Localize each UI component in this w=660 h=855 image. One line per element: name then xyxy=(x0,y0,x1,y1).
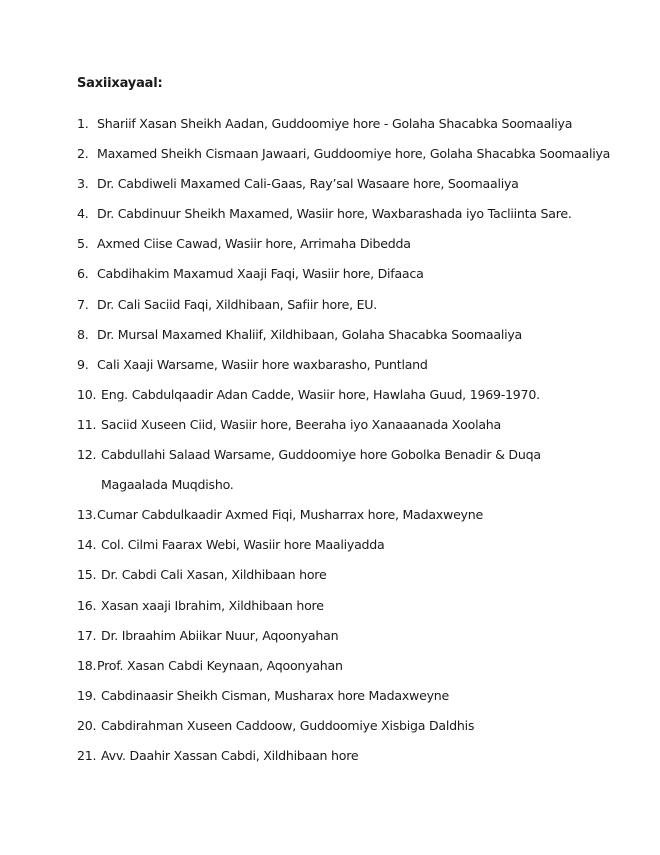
item-number: 14. xyxy=(77,537,97,553)
item-text: Saciid Xuseen Ciid, Wasiir hore, Beeraha iyo Xanaaanada Xoolaha xyxy=(101,416,502,432)
item-text: Dr. Mursal Maxamed Khaliif, Xildhibaan, Golaha Shacabka Soomaaliya xyxy=(97,326,522,342)
list-item xyxy=(77,747,359,777)
item-number: 5. xyxy=(77,236,89,252)
item-text: Cabdullahi Salaad Warsame, Guddoomiye hore Gobolka Benadir & Duqa Magaalada Muqdisho. xyxy=(101,447,541,493)
list-item xyxy=(77,446,541,506)
item-number: 7. xyxy=(77,296,89,312)
item-text: Cali Xaaji Warsame, Wasiir hore waxbarasho, Puntland xyxy=(97,356,428,372)
item-text: Xasan xaaji Ibrahim, Xildhibaan hore xyxy=(101,597,324,613)
item-number: 12. xyxy=(77,447,97,463)
list-item xyxy=(77,566,327,596)
list-item xyxy=(77,506,483,536)
item-number: 11. xyxy=(77,416,97,432)
item-text: Cabdinaasir Sheikh Cisman, Musharax hore Madaxweyne xyxy=(101,687,450,703)
item-text: Avv. Daahir Xassan Cabdi, Xildhibaan hore xyxy=(101,747,359,763)
item-number: 16. xyxy=(77,597,97,613)
item-number: 13. xyxy=(77,507,97,523)
item-number: 19. xyxy=(77,687,97,703)
item-number: 8. xyxy=(77,326,89,342)
item-text: Cumar Cabdulkaadir Axmed Fiqi, Musharrax hore, Madaxweyne xyxy=(97,507,483,523)
list-item xyxy=(77,717,475,747)
item-number: 6. xyxy=(77,266,89,282)
list-item xyxy=(77,205,572,235)
item-number: 2. xyxy=(77,146,89,162)
list-item xyxy=(77,296,378,326)
item-text: Dr. Cabdinuur Sheikh Maxamed, Wasiir hore, Waxbarashada iyo Tacliinta Sare. xyxy=(97,206,572,222)
item-text: Cabdihakim Maxamud Xaaji Faqi, Wasiir hore, Difaaca xyxy=(97,266,424,282)
item-number: 21. xyxy=(77,747,97,763)
list-item xyxy=(77,265,424,295)
item-text: Eng. Cabdulqaadir Adan Cadde, Wasiir hore, Hawlaha Guud, 1969-1970. xyxy=(101,386,540,402)
list-item xyxy=(77,687,450,717)
list-item xyxy=(77,416,502,446)
item-number: 4. xyxy=(77,206,89,222)
item-text: Dr. Cabdiweli Maxamed Cali-Gaas, Ray’sal Wasaare hore, Soomaaliya xyxy=(97,176,519,192)
item-text: Dr. Cabdi Cali Xasan, Xildhibaan hore xyxy=(101,567,327,583)
list-item xyxy=(77,386,540,416)
item-number: 17. xyxy=(77,627,97,643)
list-item xyxy=(77,235,411,265)
item-text: Prof. Xasan Cabdi Keynaan, Aqoonyahan xyxy=(97,657,343,673)
list-item xyxy=(77,597,324,627)
list-item xyxy=(77,115,573,145)
item-text: Col. Cilmi Faarax Webi, Wasiir hore Maaliyadda xyxy=(101,537,385,553)
list-item xyxy=(77,627,339,657)
signatories-list xyxy=(77,115,611,777)
item-number: 9. xyxy=(77,356,89,372)
list-item xyxy=(77,326,522,356)
item-number: 1. xyxy=(77,116,89,131)
signatories-heading: Saxiixayaal: xyxy=(77,76,163,91)
list-item xyxy=(77,145,611,175)
item-number: 20. xyxy=(77,717,97,733)
item-number: 3. xyxy=(77,176,89,192)
item-text: Dr. Ibraahim Abiikar Nuur, Aqoonyahan xyxy=(101,627,339,643)
item-text: Axmed Ciise Cawad, Wasiir hore, Arrimaha Dibedda xyxy=(97,236,411,252)
list-item xyxy=(77,175,519,205)
list-item xyxy=(77,536,385,566)
item-text: Shariif Xasan Sheikh Aadan, Guddoomiye hore - Golaha Shacabka Soomaaliya xyxy=(97,116,573,131)
item-number: 18. xyxy=(77,657,97,673)
item-number: 10. xyxy=(77,386,97,402)
item-text: Maxamed Sheikh Cismaan Jawaari, Guddoomiye hore, Golaha Shacabka Soomaaliya xyxy=(97,146,611,162)
list-item xyxy=(77,657,343,687)
list-item xyxy=(77,356,428,386)
item-number: 15. xyxy=(77,567,97,583)
item-text: Cabdirahman Xuseen Caddoow, Guddoomiye Xisbiga Daldhis xyxy=(101,717,475,733)
item-text: Dr. Cali Saciid Faqi, Xildhibaan, Safiir hore, EU. xyxy=(97,296,378,312)
